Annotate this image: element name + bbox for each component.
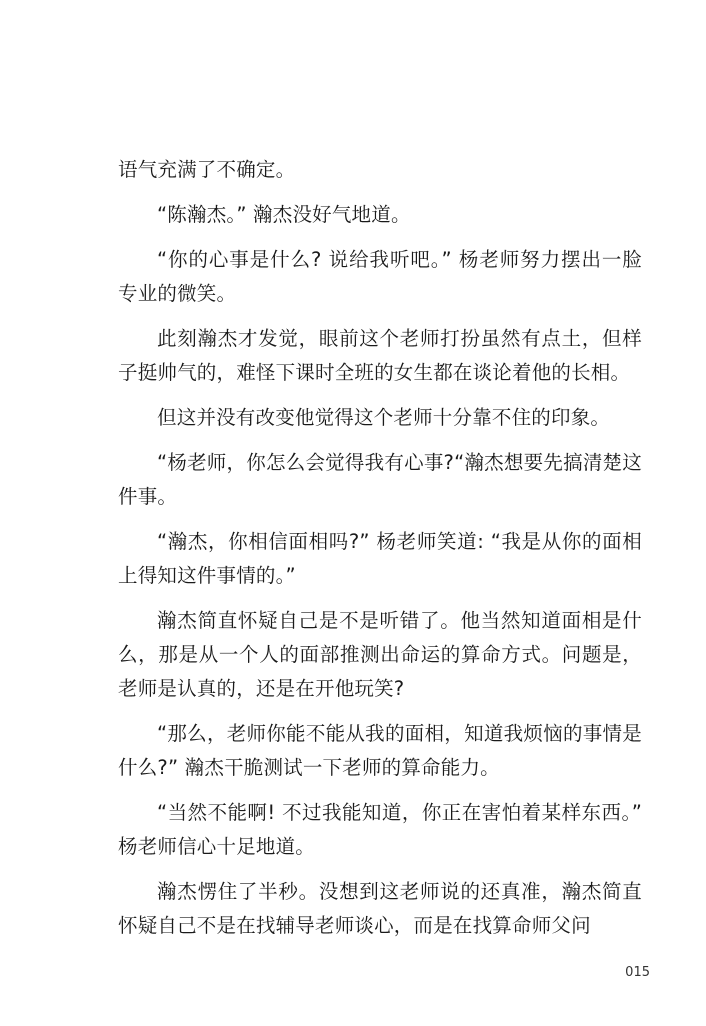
paragraph: 但这并没有改变他觉得这个老师十分靠不住的印象。 — [157, 406, 611, 429]
paragraph: “那么，老师你能不能从我的面相，知道我烦恼的事情是什么?” 瀚杰干脆测试一下老师的算命能力。 — [118, 722, 642, 779]
paragraph: “陈瀚杰。” 瀚杰没好气地道。 — [157, 203, 411, 226]
page-number: 015 — [625, 965, 650, 980]
body-text — [118, 153, 642, 954]
paragraph: 语气充满了不确定。 — [118, 158, 296, 181]
paragraph: “你的心事是什么? 说给我听吧。” 杨老师努力摆出一脸专业的微笑。 — [118, 248, 642, 305]
paragraph: “当然不能啊! 不过我能知道，你正在害怕着某样东西。” 杨老师信心十足地道。 — [118, 801, 642, 858]
paragraph: 瀚杰愣住了半秒。没想到这老师说的还真准，瀚杰简直怀疑自己不是在找辅导老师谈心，而是在找算命师父问 — [118, 880, 642, 937]
paragraph: 瀚杰简直怀疑自己是不是听错了。他当然知道面相是什么，那是从一个人的面部推测出命运的算命方式。问题是，老师是认真的，还是在开他玩笑? — [118, 609, 642, 700]
paragraph: “瀚杰，你相信面相吗?” 杨老师笑道: “我是从你的面相上得知这件事情的。” — [118, 530, 642, 587]
paragraph: “杨老师，你怎么会觉得我有心事?“瀚杰想要先搞清楚这件事。 — [118, 451, 642, 508]
paragraph: 此刻瀚杰才发觉，眼前这个老师打扮虽然有点土，但样子挺帅气的，难怪下课时全班的女生都在谈论着他的长相。 — [118, 327, 642, 384]
